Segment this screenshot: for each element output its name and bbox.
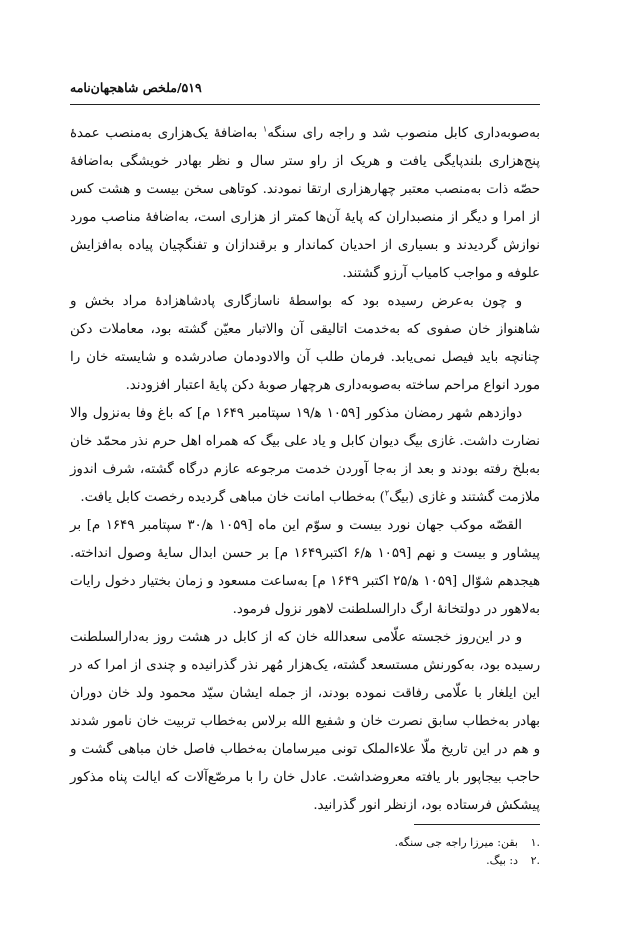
paragraph-text: به‌صوبه‌داری کابل منصوب شد و راجه رای سنگه$^۱$ به‌اضافهٔ یک‌هزاری به‌منصب عمدهٔ پنج‌هزاری بلندپایگی یافت و هریک از راو ستر سال و نظر بهادر خویشگی به‌اضافهٔ حصّه ذات به‌منصب معتبر چهارهزاری ارتقا نمودند. کوتاهی سخن بیست و هشت کس از امرا و دیگر از منصبداران که پایهٔ آن‌ها کمتر از هزاری است، به‌اضافهٔ مناصب مورد نوازش گردیدند و بسیاری از احدیان کماندار و برقندازان و تفنگچیان پیاده به‌افزایش علوفه و مواجب کامیاب آرزو گشتند. — [70, 124, 540, 281]
running-head: ۵۱۹/ملخص شاهجهان‌نامه — [70, 80, 202, 95]
paragraph — [70, 288, 540, 400]
paragraph — [70, 512, 540, 624]
paragraph-text: و در این‌روز خجسته علّامی سعدالله خان که از کابل در هشت روز به‌دارالسلطنت رسیده بود، به‌کورنش مستسعد گشته، یک‌هزار مُهر نذر گذرانیده و چندی از امرا که در این ایلغار با علّامی رفاقت نموده بودند، از جمله ایشان سیّد محمود ولد خان دوران بهادر به‌خطاب سابق نصرت خان و شفیع الله برلاس به‌خطاب تربیت خان نامور شدند و هم در این تاریخ ملّا علاءالملک تونی میرسامان به‌خطاب فاصل خان مباهی گشت و حاجب بیجاپور بار یافته معروضداشت. عادل خان را با مرصّع‌آلات که ایالت پناه مذکور پیشکش فرستاده بود، ازنظر انور گذرانید. — [70, 630, 540, 813]
paragraph — [70, 624, 540, 820]
footnote-text: بقن: میرزا راجه جی سنگه. — [394, 836, 518, 849]
footnote-number: .۲ — [530, 854, 540, 867]
footnote — [70, 852, 540, 870]
paragraph-text: دوازدهم شهر رمضان مذکور [۱۰۵۹ ه‍/۱۹ سپتامبر ۱۶۴۹ م] که باغ وفا به‌نزول والا نضارت داشت. غازی بیگ دیوان کابل و یاد علی بیگ که همراه اهل حرم نذر محمّد خان به‌بلخ رفته بودند و بعد از به‌جا آوردن خدمت مرجوعه عازم درگاه گشته، شرف اندوز ملازمت گشتند و غازی (بیگ$^۲$) به‌خطاب امانت خان مباهی گردیده رخصت کابل یافت. — [70, 406, 540, 505]
footnote-marker: ۲ — [384, 488, 390, 498]
footnote-separator — [414, 824, 540, 825]
paragraph — [70, 400, 540, 512]
footnotes — [70, 834, 540, 870]
footnote-marker: ۱ — [262, 124, 268, 134]
paragraph-text: و چون به‌عرض رسیده بود که بواسطهٔ ناسازگاری پادشاهزادهٔ مراد بخش و شاهنواز خان صفوی که به‌خدمت اتالیقی آن والاتبار معیّن گشته بود، معاملات دکن چنانچه باید فیصل نمی‌یابد. فرمان طلب آن والادودمان صادرشده و شایسته خان را مورد انواع مراحم ساخته به‌صوبه‌داری هرچهار صوبهٔ دکن پایهٔ اعتبار افزودند. — [70, 294, 540, 393]
paragraph — [70, 120, 540, 288]
page-header — [70, 78, 540, 105]
footnote-number: .۱ — [530, 836, 540, 849]
footnote-text: د: بیگ. — [486, 854, 518, 867]
body-text — [70, 120, 540, 820]
footnote — [70, 834, 540, 852]
paragraph-text: القصّه موکب جهان نورد بیست و سوّم این ماه [۱۰۵۹ ه‍/۳۰ سپتامبر ۱۶۴۹ م] بر پیشاور و بیست و نهم [۱۰۵۹ ه‍/۶ اکتبر۱۶۴۹ م] بر حسن ابدال سایهٔ وصول انداخته. هیجدهم شوّال [۱۰۵۹ ه‍/۲۵ اکتبر ۱۶۴۹ م] به‌ساعت مسعود و زمان بختیار دخول رایات به‌لاهور در دولتخانهٔ ارگ دارالسلطنت لاهور نزول فرمود. — [70, 518, 541, 617]
